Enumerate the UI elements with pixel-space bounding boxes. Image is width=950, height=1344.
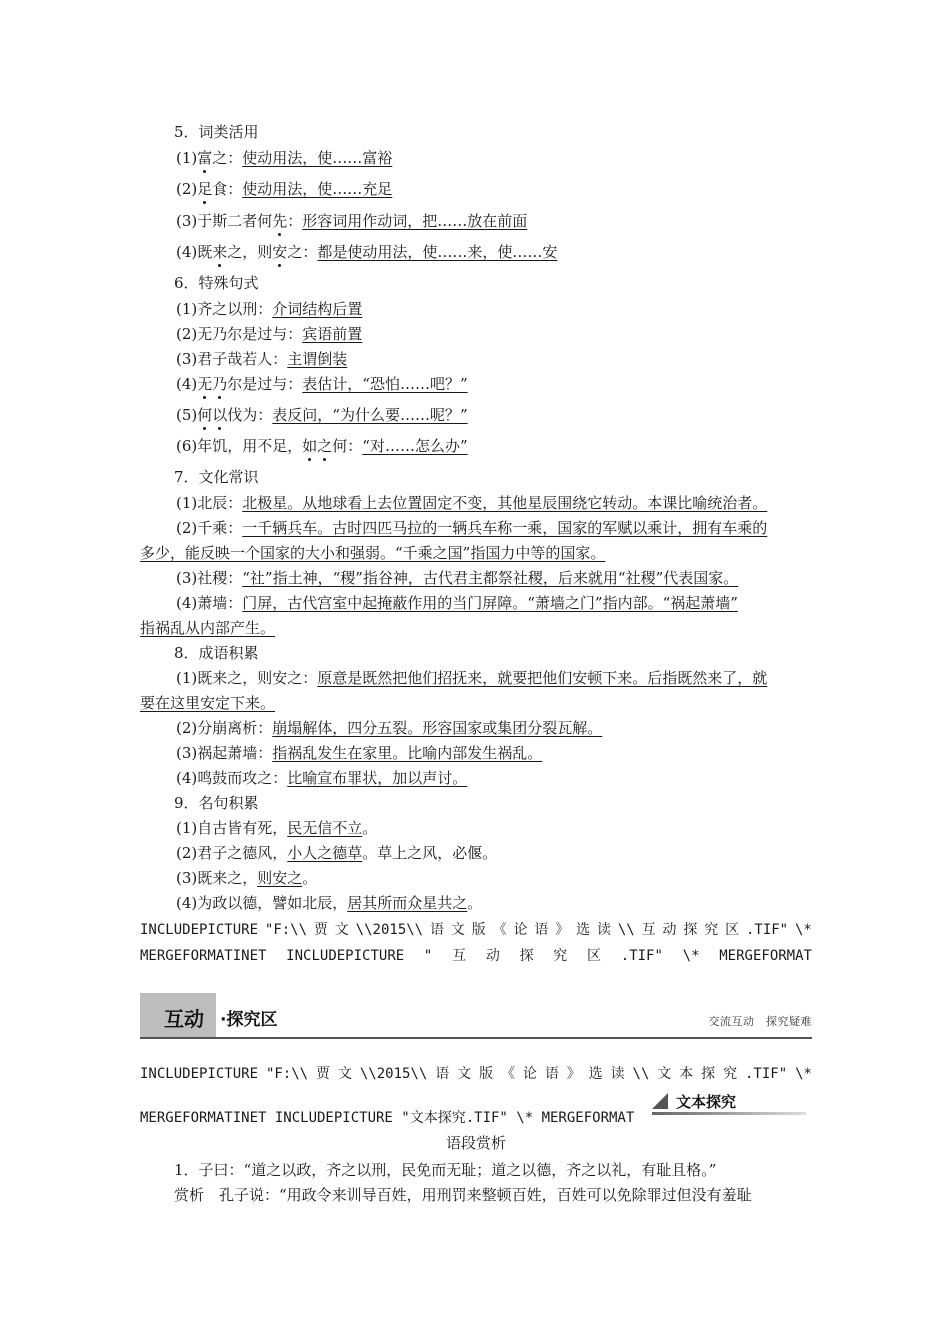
emphasized-char: 以	[212, 406, 228, 424]
item-text: (3)君子哉若人：	[176, 350, 288, 368]
section-8-title: 8．成语积累	[174, 644, 259, 662]
item-text: (2)千乘：	[176, 519, 243, 537]
field-code-token: 究	[704, 922, 719, 938]
item-text: (4)鸣鼓而攻之：	[176, 769, 288, 787]
answer-text: 使动用法，使……充足	[242, 180, 393, 198]
tag-label: 文本探究	[676, 1093, 737, 1111]
field-code-token: 动	[662, 922, 677, 938]
answer-text: 表反问，“为什么要……呢？”	[272, 406, 468, 424]
answer-text: 比喻宣布罪状，加以声讨。	[287, 769, 468, 787]
field-code-token: .TIF"	[620, 948, 663, 964]
field-code-token: 语	[534, 922, 549, 938]
field-code-token: "	[423, 948, 433, 964]
s9-item-2	[140, 843, 848, 863]
answer-text: 表估计，“恐怕……吧？”	[302, 375, 468, 393]
answer-text: 则安之	[257, 869, 303, 887]
item-text: (3)既来之，	[176, 869, 258, 887]
field-code-token: \*	[682, 948, 700, 964]
item-text: (1)齐之以刑：	[176, 300, 273, 318]
s6-item-3	[140, 349, 848, 369]
item-number: (3)	[176, 212, 198, 230]
item-text: 伐为：	[227, 406, 273, 424]
item-number: (5)	[176, 406, 198, 424]
field-code-token: 读	[596, 922, 611, 938]
answer-text: “对……怎么办”	[362, 437, 468, 455]
s6-item-2	[140, 324, 848, 344]
answer-text: 小人之德草	[287, 844, 363, 862]
field-code-token: "F:\\	[265, 1066, 309, 1082]
answer-text: 主谓倒装	[287, 350, 348, 368]
answer-text: 宾语前置	[302, 325, 363, 343]
banner-tagline: 交流互动 探究疑难	[708, 1015, 812, 1028]
item-number: (1)	[176, 149, 198, 167]
field-code-token: 互	[641, 922, 656, 938]
item-number: (2)	[176, 180, 198, 198]
answer-text: 原意是既然把他们招抚来，就要把他们安顿下来。后指既然来了，就	[317, 669, 768, 687]
item-text: 之：	[212, 149, 243, 167]
field-code-token: "F:\\	[264, 922, 308, 938]
s5-item-2	[140, 179, 848, 199]
field-code-token: 探	[701, 1066, 716, 1082]
field-code-token: 区	[725, 922, 740, 938]
field-code-token: 探	[519, 948, 534, 964]
field-code-token: 论	[513, 922, 528, 938]
answer-text: 指祸乱发生在家里。比喻内部发生祸乱。	[272, 744, 543, 762]
answer-text: 介词结构后置	[272, 300, 363, 318]
section-5-title: 5．词类活用	[174, 123, 259, 141]
item-text: 之，则	[227, 243, 273, 261]
field-code-token: 互	[452, 948, 467, 964]
field-code-token: MERGEFORMAT	[719, 948, 812, 964]
s7-item-2-cont	[140, 543, 812, 563]
s6-item-4	[140, 374, 848, 394]
item-text: (4)萧墙：	[176, 594, 243, 612]
item-text: (1)北辰：	[176, 494, 243, 512]
section-7-title: 7．文化常识	[174, 468, 259, 486]
s7-item-1	[140, 493, 848, 513]
item-text: 。草上之风，必偃。	[362, 844, 498, 862]
item-text: 。	[467, 894, 483, 912]
s8-item-4	[140, 768, 848, 788]
field-code-token: .TIF"	[745, 922, 789, 938]
field-code-token: 动	[485, 948, 500, 964]
field-code-token: 选	[576, 922, 591, 938]
s8-item-1	[140, 668, 848, 688]
answer-text: “社”指土神，“稷”指谷神，古代君主都祭社稷，后来就用“社稷”代表国家。	[242, 569, 739, 587]
field-code-token: 》	[566, 1066, 581, 1082]
s8-item-3	[140, 743, 848, 763]
s7-item-4	[140, 593, 848, 613]
item-text: (6)年饥，用不足，	[176, 437, 303, 455]
emphasized-char: 足	[197, 180, 213, 198]
field-code-token: 选	[588, 1066, 603, 1082]
field-code-token: 》	[555, 922, 570, 938]
item-text: ：	[287, 212, 303, 230]
field-code-token: 究	[723, 1066, 738, 1082]
item-text: 。	[362, 819, 378, 837]
emphasized-char: 乃	[212, 375, 228, 393]
emphasized-char: 来	[212, 243, 228, 261]
section-9-title: 9．名句积累	[174, 794, 259, 812]
field-code-token: INCLUDEPICTURE	[140, 1066, 259, 1082]
item-text: 之：	[287, 243, 318, 261]
item-text: 何：	[332, 437, 363, 455]
emphasized-char: 之	[317, 437, 333, 455]
field-code-token: 语	[544, 1066, 559, 1082]
s7-item-2	[140, 518, 848, 538]
item-text: (1)既来之，则安之：	[176, 669, 318, 687]
answer-text: 一千辆兵车。古时四匹马拉的一辆兵车称一乘，国家的军赋以乘计，拥有车乘的	[242, 519, 768, 537]
banner-rule	[140, 1037, 812, 1039]
answer-text: 都是使动用法，使……来，使……安	[317, 243, 558, 261]
field-code-token: 读	[610, 1066, 625, 1082]
banner-title: 互动	[164, 1007, 204, 1031]
tag-underline	[652, 1112, 806, 1115]
field-code-token: 究	[553, 948, 568, 964]
answer-text: 要在这里安定下来。	[140, 694, 276, 712]
s8-item-2	[140, 718, 848, 738]
item-text: (3)祸起萧墙：	[176, 744, 273, 762]
field-code-token: 本	[679, 1066, 694, 1082]
banner-subtitle: ·探究区	[220, 1010, 278, 1030]
field-code-token: 语	[435, 1066, 450, 1082]
emphasized-char: 富	[197, 149, 213, 167]
item-number: (4)	[176, 375, 198, 393]
answer-text: 崩塌解体，四分五裂。形容国家或集团分裂瓦解。	[272, 719, 603, 737]
answer-text: 形容词用作动词，把……放在前面	[302, 212, 528, 230]
item-text: 尔是过与：	[227, 375, 303, 393]
answer-text: 民无信不立	[287, 819, 363, 837]
field-code-token: 文	[457, 1066, 472, 1082]
field-code-token: \\2015\\	[359, 1066, 428, 1082]
field-code-token: \\	[632, 1066, 650, 1082]
field-code-token: \\	[617, 922, 635, 938]
field-code-line	[140, 946, 812, 966]
item-text: 既	[197, 243, 213, 261]
item-text: (2)分崩离析：	[176, 719, 273, 737]
item-text: (2)君子之德风，	[176, 844, 288, 862]
item-number: (4)	[176, 243, 198, 261]
field-code-token: 探	[683, 922, 698, 938]
field-code-token: \*	[795, 922, 812, 938]
field-code-token: 贾	[316, 1066, 331, 1082]
passage-analysis: 赏析 孔子说：“用政令来训导百姓，用刑罚来整顿百姓，百姓可以免除罪过但没有羞耻	[174, 1186, 752, 1204]
s9-item-4	[140, 893, 848, 913]
item-text: (3)社稷：	[176, 569, 243, 587]
section-6-title: 6．特殊句式	[174, 274, 259, 292]
emphasized-char: 何	[197, 406, 213, 424]
field-code-token: INCLUDEPICTURE	[286, 948, 405, 964]
field-code-token: 贾	[313, 922, 328, 938]
s6-item-6	[140, 436, 848, 456]
text-inquiry-tag	[652, 1090, 808, 1116]
field-code-token: 论	[522, 1066, 537, 1082]
s6-item-5	[140, 405, 848, 425]
field-code-token: 版	[479, 1066, 494, 1082]
s7-item-3	[140, 568, 848, 588]
field-code-token: 文	[657, 1066, 672, 1082]
field-code-token: 文	[334, 922, 349, 938]
s6-item-1	[140, 299, 848, 319]
item-text: 。	[302, 869, 318, 887]
item-text: 食：	[212, 180, 243, 198]
field-code-token: .TIF"	[744, 1066, 788, 1082]
field-code-token: MERGEFORMATINET	[140, 948, 267, 964]
s9-item-1	[140, 818, 848, 838]
field-code-token: INCLUDEPICTURE	[140, 922, 259, 938]
item-text: (4)为政以德，譬如北辰，	[176, 894, 348, 912]
field-code-token: 文	[450, 922, 465, 938]
passage-question: 1．子曰：“道之以政，齐之以刑，民免而无耻；道之以德，齐之以礼，有耻且格。”	[174, 1161, 717, 1179]
answer-text: 使动用法，使……富裕	[242, 149, 393, 167]
emphasized-char: 如	[302, 437, 318, 455]
answer-text: 居其所而众星共之	[347, 894, 468, 912]
field-code-token: \\2015\\	[355, 922, 424, 938]
s5-item-3	[140, 211, 848, 231]
s9-item-3	[140, 868, 848, 888]
answer-text: 多少，能反映一个国家的大小和强弱。“千乘之国”指国力中等的国家。	[140, 544, 606, 562]
field-code-token: 语	[429, 922, 444, 938]
field-code-token: 《	[500, 1066, 515, 1082]
field-code-token: 版	[471, 922, 486, 938]
item-text: (2)无乃尔是过与：	[176, 325, 303, 343]
field-code-token: 文	[337, 1066, 352, 1082]
item-text: (1)自古皆有死，	[176, 819, 288, 837]
s5-item-1	[140, 148, 848, 168]
field-code-token: 《	[492, 922, 507, 938]
field-code-token: 区	[587, 948, 602, 964]
field-code-line: MERGEFORMATINET INCLUDEPICTURE "文本探究.TIF" \* MERGEFORMAT	[140, 1110, 635, 1126]
sub-heading: 语段赏析	[445, 1134, 506, 1152]
corner-triangle-icon	[652, 1093, 668, 1109]
section-banner	[140, 993, 812, 1039]
field-code-line	[140, 920, 812, 940]
emphasized-char: 无	[197, 375, 213, 393]
field-code-token: \*	[795, 1066, 812, 1082]
emphasized-char: 安	[272, 243, 288, 261]
item-text: 于斯二者何	[197, 212, 273, 230]
s5-item-4	[140, 242, 848, 262]
emphasized-char: 先	[272, 212, 288, 230]
answer-text: 门屏，古代宫室中起掩蔽作用的当门屏障。“萧墙之门”指内部。“祸起萧墙”	[242, 594, 738, 612]
answer-text: 指祸乱从内部产生。	[140, 619, 276, 637]
s8-item-1-cont	[140, 693, 812, 713]
answer-text: 北极星。从地球看上去位置固定不变，其他星辰围绕它转动。本课比喻统治者。	[242, 494, 768, 512]
field-code-line	[140, 1064, 812, 1084]
s7-item-4-cont	[140, 618, 812, 638]
